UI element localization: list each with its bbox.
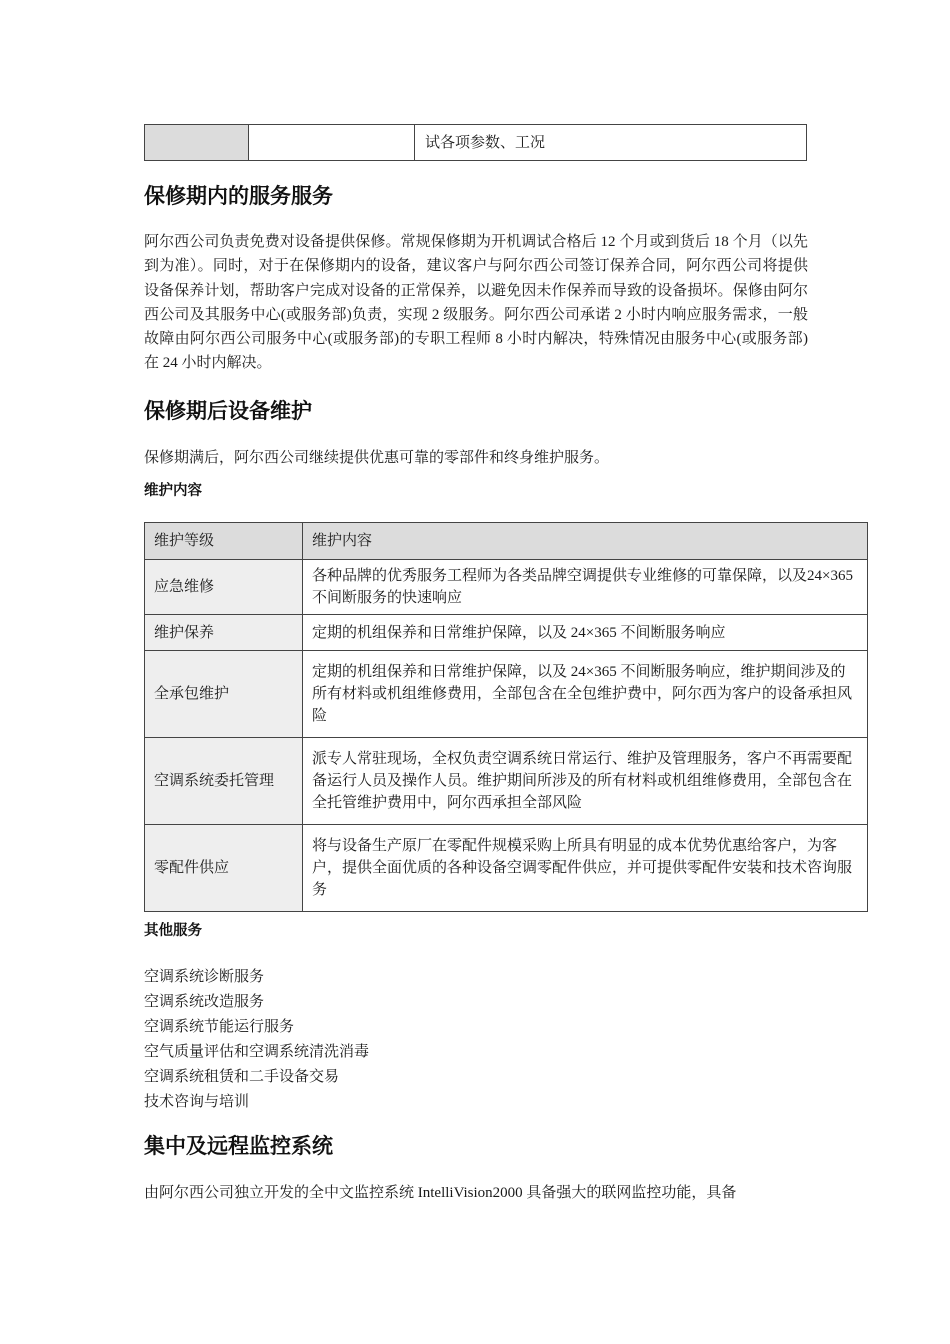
subheading-maintenance-content: 维护内容: [144, 483, 202, 499]
table-header-row: [145, 523, 868, 560]
section-heading-after-warranty: 保修期后设备维护: [144, 400, 312, 423]
list-item: 技术咨询与培训: [144, 1094, 250, 1110]
maintenance-content-cell: 将与设备生产原厂在零配件规模采购上所具有明显的成本优势优惠给客户，为客户，提供全面优质的各种设备空调零配件供应，并可提供零配件安装和技术咨询服务: [303, 825, 868, 912]
table-row: [145, 825, 868, 912]
maintenance-level-cell: 应急维修: [145, 560, 303, 615]
monitoring-paragraph: 由阿尔西公司独立开发的全中文监控系统 IntelliVision2000 具备强大的联网监控功能，具备: [144, 1185, 737, 1201]
maintenance-level-cell: 维护保养: [145, 615, 303, 651]
table-row: [145, 615, 868, 651]
section-heading-warranty: 保修期内的服务服务: [144, 185, 333, 208]
list-item: 空调系统诊断服务: [144, 969, 265, 985]
other-services-list: [144, 965, 369, 1115]
maintenance-content-cell: 派专人常驻现场，全权负责空调系统日常运行、维护及管理服务，客户不再需要配备运行人员及操作人员。维护期间所涉及的所有材料或机组维修费用，全部包含在全托管维护费用中，阿尔西承担全部风险: [303, 738, 868, 825]
subheading-other-services: 其他服务: [144, 923, 202, 939]
maintenance-content-cell: 定期的机组保养和日常维护保障，以及 24×365 不间断服务响应: [303, 615, 868, 651]
maintenance-level-cell: 全承包维护: [145, 651, 303, 738]
section-heading-monitoring: 集中及远程监控系统: [144, 1135, 333, 1158]
table-row: [145, 125, 807, 161]
table-header-cell: 维护等级: [145, 523, 303, 560]
list-item: 空调系统租赁和二手设备交易: [144, 1069, 340, 1085]
after-warranty-paragraph: 保修期满后，阿尔西公司继续提供优惠可靠的零部件和终身维护服务。: [144, 450, 610, 466]
list-item: 空调系统节能运行服务: [144, 1019, 295, 1035]
table-header-cell: 维护内容: [303, 523, 868, 560]
list-item: 空气质量评估和空调系统清洗消毒: [144, 1044, 370, 1060]
maintenance-content-cell: 各种品牌的优秀服务工程师为各类品牌空调提供专业维修的可靠保障，以及24×365 不间断服务的快速响应: [303, 560, 868, 615]
table-row: [145, 560, 868, 615]
list-item: 空调系统改造服务: [144, 994, 265, 1010]
warranty-paragraph: 阿尔西公司负责免费对设备提供保修。常规保修期为开机调试合格后 12 个月或到货后 18 个月（以先到为准）。同时，对于在保修期内的设备，建议客户与阿尔西公司签订保养合同，阿尔西公司将提供设备保养计划，帮助客户完成对设备的正常保养，以避免因未作保养而导致的设备损坏。保修由阿尔西公司及其服务中心(或服务部)负责，实现 2 级服务。阿尔西公司承诺 2 小时内响应服务需求，一般故障由阿尔西公司服务中心(或服务部)的专职工程师 8 小时内解决，特殊情况由服务中心(或服务部)在 24 小时内解决。: [144, 234, 808, 372]
maintenance-level-cell: 空调系统委托管理: [145, 738, 303, 825]
maintenance-content-cell: 定期的机组保养和日常维护保障，以及 24×365 不间断服务响应，维护期间涉及的所有材料或机组维修费用，全部包含在全包维护费中，阿尔西为客户的设备承担风险: [303, 651, 868, 738]
table-cell: [249, 125, 415, 161]
maintenance-level-cell: 零配件供应: [145, 825, 303, 912]
table-cell: 试各项参数、工况: [415, 125, 807, 161]
continued-table: [144, 124, 807, 161]
maintenance-table: [144, 522, 868, 912]
table-row: [145, 738, 868, 825]
table-row: [145, 651, 868, 738]
table-cell: [145, 125, 249, 161]
